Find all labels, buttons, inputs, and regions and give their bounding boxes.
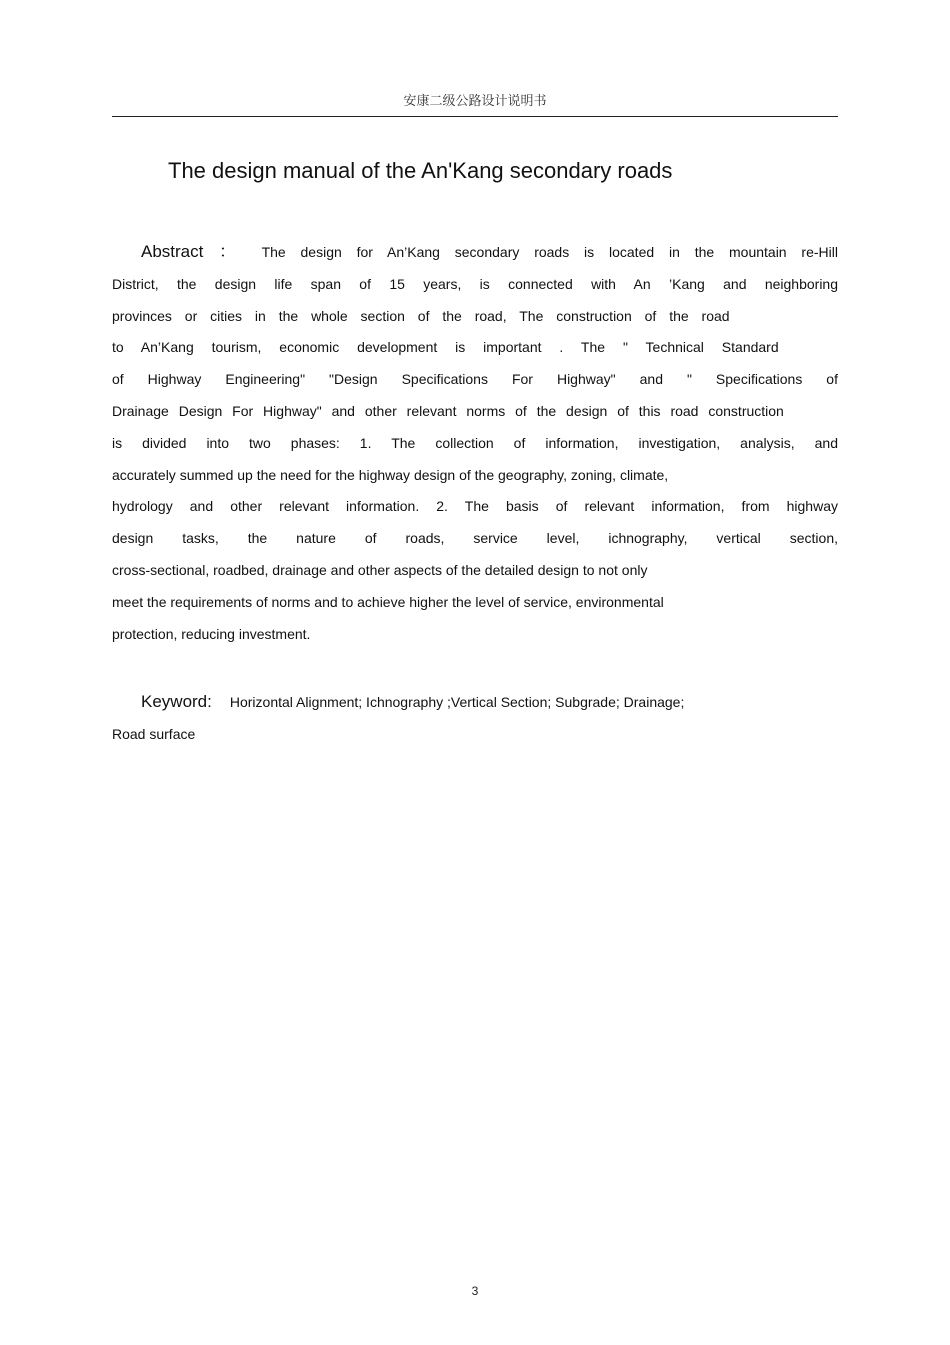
keywords-text: Road surface [112,726,196,742]
abstract-line [112,524,838,556]
abstract-line [112,365,838,397]
abstract-text: protection, reducing investment. [112,625,311,642]
abstract-text: of Highway Engineering" "Design Specifications For Highway" and " Specifications of [112,371,838,388]
abstract-line [112,270,838,302]
abstract-text: meet the requirements of norms and to achieve higher the level of service, environmental [112,593,664,610]
abstract-line [112,620,838,652]
running-header: 安康二级公路设计说明书 [403,94,547,109]
abstract-text: hydrology and other relevant information. 2. The basis of relevant information, from highway [112,498,838,515]
abstract-line [112,461,838,493]
abstract-text: design tasks, the nature of roads, service level, ichnography, vertical section, [112,530,838,547]
abstract-label: Abstract ： [141,242,247,261]
abstract-text: The design for An’Kang secondary roads is located in the mountain re-Hill [261,244,838,260]
abstract-line [112,556,838,588]
abstract-text: to An’Kang tourism, economic development is important . The " Technical Standard [112,339,779,356]
abstract-line [112,397,838,429]
abstract-line [112,238,838,270]
abstract-text: cross-sectional, roadbed, drainage and other aspects of the detailed design to not only [112,561,648,578]
keywords-line [112,688,838,720]
abstract-line [112,429,838,461]
abstract-text: accurately summed up the need for the highway design of the geography, zoning, climate, [112,466,669,483]
abstract-line [112,492,838,524]
keywords-text: Horizontal Alignment; Ichnography ;Vertical Section; Subgrade; Drainage; [229,694,685,710]
document-title: The design manual of the An'Kang secondary roads [168,158,673,183]
abstract-line [112,302,838,334]
page-number: 3 [471,1284,479,1298]
abstract-line [112,333,838,365]
keywords-label: Keyword: [141,692,212,711]
abstract-text: District, the design life span of 15 years, is connected with An ’Kang and neighboring [112,275,838,292]
keywords-section [112,688,838,752]
abstract-text: Drainage Design For Highway" and other relevant norms of the design of this road construction [112,402,784,419]
abstract-text: is divided into two phases: 1. The collection of information, investigation, analysis, and [112,434,838,451]
abstract-line [112,588,838,620]
abstract-section [112,238,838,651]
header-divider [112,116,838,117]
keywords-line [112,720,838,752]
abstract-text: provinces or cities in the whole section of the road, The construction of the road [112,307,730,324]
